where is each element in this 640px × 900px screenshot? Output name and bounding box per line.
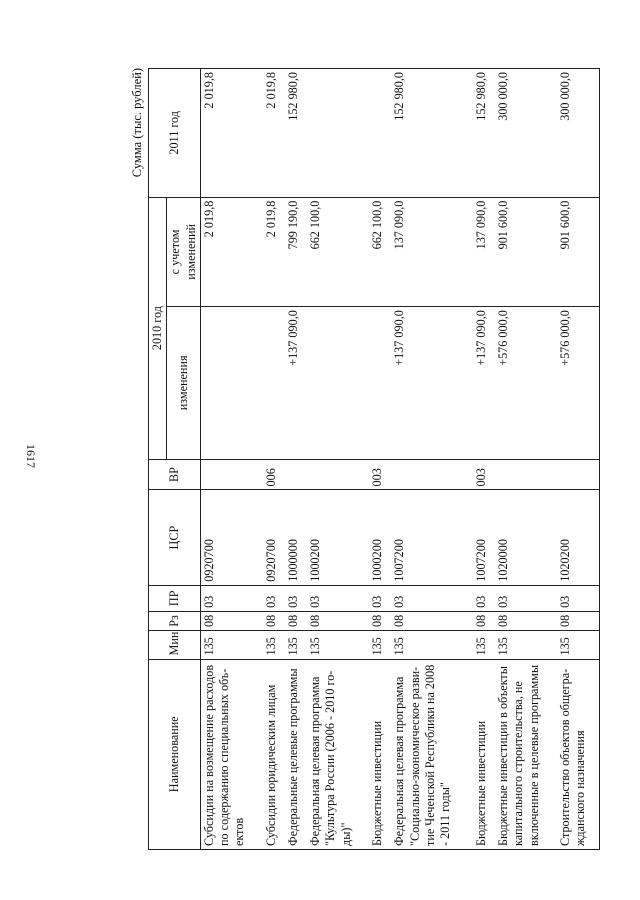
cell-name: Бюджетные инвестиции в объекты капитального строительства, не включенные в целевые программы <box>495 659 557 849</box>
cell-with-changes: 901 600,0 <box>557 197 600 307</box>
cell-y2011: 300 000,0 <box>495 69 557 198</box>
cell-name: Субсидии на возмещение расходов по содержанию специальных объ-ектов <box>200 659 262 849</box>
cell-rz: 08 <box>263 611 285 630</box>
cell-csr: 1000200 <box>369 490 391 585</box>
cell-rz: 08 <box>391 611 472 630</box>
cell-rz: 08 <box>557 611 600 630</box>
cell-min: 135 <box>557 630 600 659</box>
cell-vr <box>391 459 472 490</box>
cell-y2011: 152 980,0 <box>391 69 472 198</box>
cell-changes <box>369 307 391 459</box>
cell-csr: 0920700 <box>263 490 285 585</box>
cell-min: 135 <box>285 630 307 659</box>
cell-pr: 03 <box>473 585 495 611</box>
cell-rz: 08 <box>200 611 262 630</box>
cell-min: 135 <box>495 630 557 659</box>
cell-csr: 1007200 <box>473 490 495 585</box>
table-row <box>285 69 307 850</box>
cell-changes: +576 000,0 <box>495 307 557 459</box>
table-row <box>557 69 600 850</box>
cell-name: Федеральная целевая программа "Социально-экономическое разви-тие Чеченской Республики на 2008 - 2011 годы" <box>391 659 472 849</box>
cell-min: 135 <box>200 630 262 659</box>
amount-caption: Сумма (тыс. рублей) <box>130 68 144 178</box>
cell-pr: 03 <box>285 585 307 611</box>
cell-name: Федеральные целевые программы <box>285 659 307 849</box>
cell-changes: +137 090,0 <box>473 307 495 459</box>
cell-rz: 08 <box>307 611 369 630</box>
cell-vr <box>557 459 600 490</box>
cell-pr: 03 <box>369 585 391 611</box>
cell-rz: 08 <box>285 611 307 630</box>
page-number: 1617 <box>24 444 38 468</box>
cell-with-changes: 662 100,0 <box>307 197 369 307</box>
cell-csr: 1000000 <box>285 490 307 585</box>
cell-csr: 0920700 <box>200 490 262 585</box>
cell-vr <box>495 459 557 490</box>
cell-pr: 03 <box>263 585 285 611</box>
header-csr: ЦСР <box>149 490 201 585</box>
cell-changes: +137 090,0 <box>285 307 307 459</box>
cell-with-changes: 137 090,0 <box>391 197 472 307</box>
header-pr: ПР <box>149 585 201 611</box>
header-name: Наименование <box>149 659 201 849</box>
cell-min: 135 <box>307 630 369 659</box>
cell-y2011: 2 019,8 <box>263 69 285 198</box>
header-with-changes: с учетом изменений <box>167 197 201 307</box>
cell-changes: +137 090,0 <box>391 307 472 459</box>
header-2011: 2011 год <box>149 69 201 198</box>
cell-csr: 1020200 <box>557 490 600 585</box>
budget-table <box>148 68 600 850</box>
cell-with-changes: 662 100,0 <box>369 197 391 307</box>
cell-pr: 03 <box>391 585 472 611</box>
table-row <box>263 69 285 850</box>
cell-with-changes: 2 019,8 <box>200 197 262 307</box>
cell-with-changes: 901 600,0 <box>495 197 557 307</box>
table-row <box>495 69 557 850</box>
cell-with-changes: 137 090,0 <box>473 197 495 307</box>
cell-vr <box>200 459 262 490</box>
cell-rz: 08 <box>369 611 391 630</box>
table-row <box>369 69 391 850</box>
cell-name: Строительство объектов общегра-жданского назначения <box>557 659 600 849</box>
header-rz: Рз <box>149 611 201 630</box>
table-row <box>473 69 495 850</box>
cell-y2011: 300 000,0 <box>557 69 600 198</box>
cell-vr: 003 <box>369 459 391 490</box>
cell-vr <box>307 459 369 490</box>
cell-name: Субсидии юридическим лицам <box>263 659 285 849</box>
cell-changes <box>307 307 369 459</box>
cell-vr <box>285 459 307 490</box>
cell-changes: +576 000,0 <box>557 307 600 459</box>
rotated-table-block <box>130 68 600 850</box>
cell-y2011: 152 980,0 <box>473 69 495 198</box>
table-row <box>200 69 262 850</box>
cell-csr: 1007200 <box>391 490 472 585</box>
cell-vr: 006 <box>263 459 285 490</box>
cell-pr: 03 <box>495 585 557 611</box>
header-min: Мин <box>149 630 201 659</box>
header-2010: 2010 год <box>149 197 167 459</box>
table-body <box>200 69 599 850</box>
cell-name: Бюджетные инвестиции <box>369 659 391 849</box>
cell-vr: 003 <box>473 459 495 490</box>
cell-y2011 <box>369 69 391 198</box>
cell-pr: 03 <box>200 585 262 611</box>
cell-min: 135 <box>473 630 495 659</box>
cell-csr: 1020000 <box>495 490 557 585</box>
cell-min: 135 <box>391 630 472 659</box>
cell-changes <box>263 307 285 459</box>
cell-min: 135 <box>263 630 285 659</box>
cell-rz: 08 <box>473 611 495 630</box>
cell-rz: 08 <box>495 611 557 630</box>
cell-csr: 1000200 <box>307 490 369 585</box>
table-row <box>391 69 472 850</box>
cell-pr: 03 <box>557 585 600 611</box>
table-row <box>307 69 369 850</box>
cell-with-changes: 799 190,0 <box>285 197 307 307</box>
cell-y2011: 152 980,0 <box>285 69 307 198</box>
cell-y2011 <box>307 69 369 198</box>
cell-with-changes: 2 019,8 <box>263 197 285 307</box>
cell-changes <box>200 307 262 459</box>
cell-y2011: 2 019,8 <box>200 69 262 198</box>
header-vr: ВР <box>149 459 201 490</box>
cell-pr: 03 <box>307 585 369 611</box>
header-changes: изменения <box>167 307 201 459</box>
cell-name: Бюджетные инвестиции <box>473 659 495 849</box>
cell-name: Федеральная целевая программа "Культура России (2006 - 2010 го-ды)" <box>307 659 369 849</box>
cell-min: 135 <box>369 630 391 659</box>
